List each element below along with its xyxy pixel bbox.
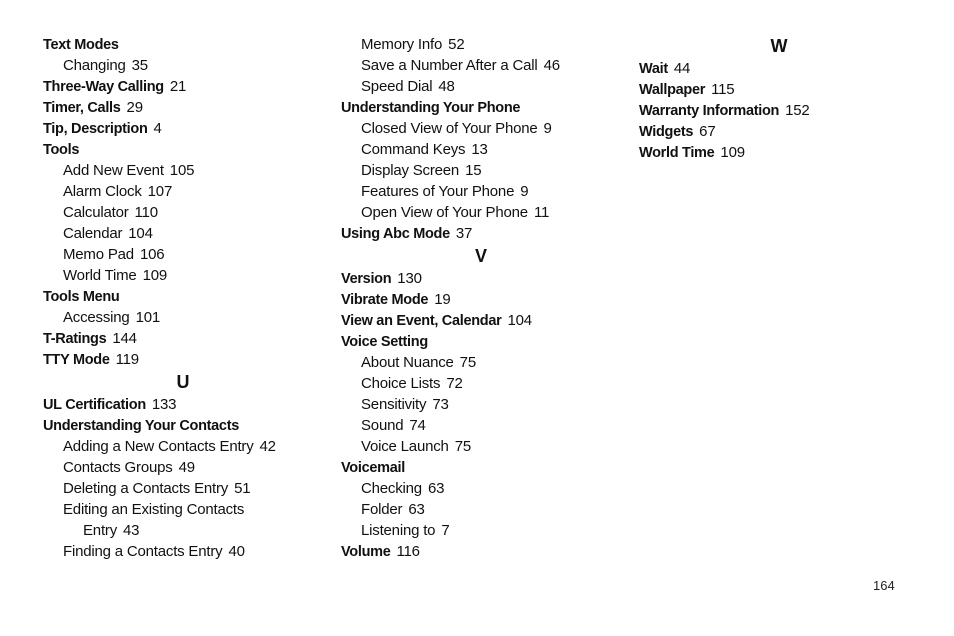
index-entry	[341, 541, 621, 562]
entry-term: UL Certification	[43, 397, 146, 413]
index-entry	[43, 286, 323, 307]
index-entry	[639, 100, 919, 121]
entry-term: Warranty Information	[639, 103, 780, 119]
index-entry	[43, 328, 323, 349]
entry-page-number: 35	[131, 57, 148, 74]
section-letter: V	[474, 246, 487, 266]
index-entry	[341, 223, 621, 244]
entry-term: Deleting a Contacts Entry	[63, 480, 229, 497]
index-entry	[341, 97, 621, 118]
entry-page-number: 13	[471, 141, 488, 158]
entry-page-number: 73	[432, 396, 449, 413]
entry-page-number: 107	[147, 183, 173, 200]
index-column-2	[341, 34, 621, 562]
entry-page-number: 109	[720, 144, 745, 161]
entry-term: Understanding Your Contacts	[43, 418, 239, 434]
index-subentry	[341, 499, 621, 520]
entry-page-number: 63	[408, 501, 425, 518]
entry-page-number: 7	[441, 522, 450, 539]
index-subentry	[341, 436, 621, 457]
entry-page-number: 74	[409, 417, 426, 434]
index-subentry	[43, 499, 323, 520]
index-subentry	[341, 373, 621, 394]
index-subentry	[43, 520, 323, 541]
index-entry	[43, 415, 323, 436]
entry-term: Timer, Calls	[43, 100, 121, 116]
entry-term: Volume	[341, 544, 391, 560]
index-subentry	[43, 478, 323, 499]
index-subentry	[43, 55, 323, 76]
entry-page-number: 9	[520, 183, 529, 200]
entry-term: Using Abc Mode	[341, 226, 450, 242]
entry-page-number: 130	[397, 270, 422, 287]
index-entry	[43, 118, 323, 139]
entry-term: Changing	[63, 57, 126, 74]
entry-page-number: 75	[454, 438, 471, 455]
index-subentry	[341, 520, 621, 541]
index-subentry	[43, 244, 323, 265]
entry-term: Add New Event	[63, 162, 164, 179]
entry-page-number: 43	[123, 522, 140, 539]
entry-page-number: 116	[396, 543, 420, 560]
entry-term: Alarm Clock	[63, 183, 142, 200]
page-number: 164	[873, 578, 895, 593]
entry-term: Choice Lists	[361, 375, 441, 392]
entry-term: Calculator	[63, 204, 129, 221]
index-subentry	[341, 394, 621, 415]
index-column-3	[639, 34, 919, 163]
entry-page-number: 21	[169, 78, 187, 95]
index-subentry	[43, 160, 323, 181]
entry-page-number: 105	[169, 162, 195, 179]
entry-page-number: 72	[446, 375, 463, 392]
index-entry	[43, 349, 323, 370]
entry-page-number: 104	[507, 312, 532, 329]
entry-term: Memo Pad	[63, 246, 134, 263]
index-entry	[43, 394, 323, 415]
entry-term: Adding a New Contacts Entry	[63, 438, 254, 455]
entry-term: Editing an Existing Contacts	[63, 501, 245, 518]
entry-term: Sound	[361, 417, 404, 434]
index-subentry	[43, 265, 323, 286]
entry-page-number: 104	[128, 225, 153, 242]
entry-term: Checking	[361, 480, 422, 497]
entry-page-number: 152	[785, 102, 810, 119]
index-subentry	[43, 181, 323, 202]
index-entry	[341, 289, 621, 310]
entry-term: World Time	[63, 267, 137, 284]
entry-term: Entry	[83, 522, 118, 539]
entry-page-number: 42	[259, 438, 276, 455]
index-subentry	[43, 541, 323, 562]
entry-term: Features of Your Phone	[361, 183, 515, 200]
entry-term: Folder	[361, 501, 403, 518]
entry-term: Accessing	[63, 309, 130, 326]
entry-term: Wait	[639, 61, 668, 77]
entry-page-number: 101	[135, 309, 161, 326]
entry-term: Open View of Your Phone	[361, 204, 528, 221]
index-subentry	[341, 478, 621, 499]
index-subentry	[43, 457, 323, 478]
entry-term: Voice Launch	[361, 438, 449, 455]
entry-page-number: 67	[699, 123, 716, 140]
entry-term: Wallpaper	[639, 82, 706, 98]
entry-term: TTY Mode	[43, 352, 110, 368]
entry-term: World Time	[639, 145, 715, 161]
index-subentry	[341, 118, 621, 139]
index-subentry	[43, 223, 323, 244]
index-entry	[43, 76, 323, 97]
index-subentry	[43, 307, 323, 328]
entry-page-number: 40	[228, 543, 245, 560]
index-entry	[43, 34, 323, 55]
index-entry	[639, 142, 919, 163]
entry-page-number: 19	[434, 291, 451, 308]
entry-term: Calendar	[63, 225, 123, 242]
entry-page-number: 133	[151, 396, 177, 413]
entry-term: Three-Way Calling	[43, 79, 164, 95]
index-subentry	[341, 76, 621, 97]
entry-term: Voicemail	[341, 460, 405, 476]
entry-term: Tip, Description	[43, 121, 148, 137]
entry-term: T-Ratings	[43, 331, 107, 347]
entry-page-number: 63	[427, 480, 445, 497]
section-letter: U	[176, 372, 190, 392]
index-subentry	[341, 352, 621, 373]
entry-page-number: 144	[112, 330, 137, 347]
entry-page-number: 44	[673, 60, 691, 77]
index-entry	[639, 121, 919, 142]
entry-page-number: 110	[134, 204, 158, 221]
index-entry	[639, 58, 919, 79]
entry-term: Command Keys	[361, 141, 466, 158]
entry-term: Display Screen	[361, 162, 460, 179]
index-subentry	[341, 202, 621, 223]
index-entry	[341, 268, 621, 289]
index-entry	[341, 310, 621, 331]
entry-term: Widgets	[639, 124, 694, 140]
entry-term: View an Event, Calendar	[341, 313, 502, 329]
entry-term: Save a Number After a Call	[361, 57, 538, 74]
index-subentry	[341, 55, 621, 76]
entry-page-number: 11	[533, 204, 550, 221]
entry-term: Understanding Your Phone	[341, 100, 521, 116]
entry-page-number: 119	[115, 351, 139, 368]
index-column-1	[43, 34, 323, 562]
entry-page-number: 4	[153, 120, 162, 137]
index-entry	[341, 457, 621, 478]
entry-term: Tools Menu	[43, 289, 120, 305]
entry-page-number: 49	[178, 459, 195, 476]
entry-term: Tools	[43, 142, 80, 158]
entry-term: Memory Info	[361, 36, 443, 53]
entry-page-number: 106	[139, 246, 165, 263]
entry-page-number: 46	[543, 57, 560, 74]
entry-term: Text Modes	[43, 37, 119, 53]
entry-term: About Nuance	[361, 354, 454, 371]
entry-page-number: 48	[438, 78, 455, 95]
entry-page-number: 15	[465, 162, 482, 179]
index-subentry	[341, 415, 621, 436]
index-subentry	[43, 436, 323, 457]
index-subentry	[341, 160, 621, 181]
entry-term: Contacts Groups	[63, 459, 173, 476]
entry-term: Sensitivity	[361, 396, 427, 413]
entry-term: Listening to	[361, 522, 436, 539]
index-subentry	[341, 181, 621, 202]
entry-term: Speed Dial	[361, 78, 433, 95]
entry-page-number: 29	[126, 99, 143, 116]
index-subentry	[43, 202, 323, 223]
entry-page-number: 37	[455, 225, 473, 242]
entry-page-number: 75	[459, 354, 476, 371]
entry-term: Vibrate Mode	[341, 292, 429, 308]
entry-term: Voice Setting	[341, 334, 428, 350]
entry-term: Version	[341, 271, 392, 287]
index-entry	[341, 331, 621, 352]
entry-term: Finding a Contacts Entry	[63, 543, 223, 560]
index-entry	[43, 97, 323, 118]
entry-page-number: 109	[142, 267, 168, 284]
entry-page-number: 9	[543, 120, 552, 137]
index-subentry	[341, 34, 621, 55]
section-letter: W	[770, 36, 788, 56]
entry-page-number: 52	[448, 36, 465, 53]
entry-term: Closed View of Your Phone	[361, 120, 538, 137]
index-subentry	[341, 139, 621, 160]
index-entry	[43, 139, 323, 160]
entry-page-number: 51	[234, 480, 251, 497]
index-entry	[639, 79, 919, 100]
entry-page-number: 115	[711, 81, 735, 98]
